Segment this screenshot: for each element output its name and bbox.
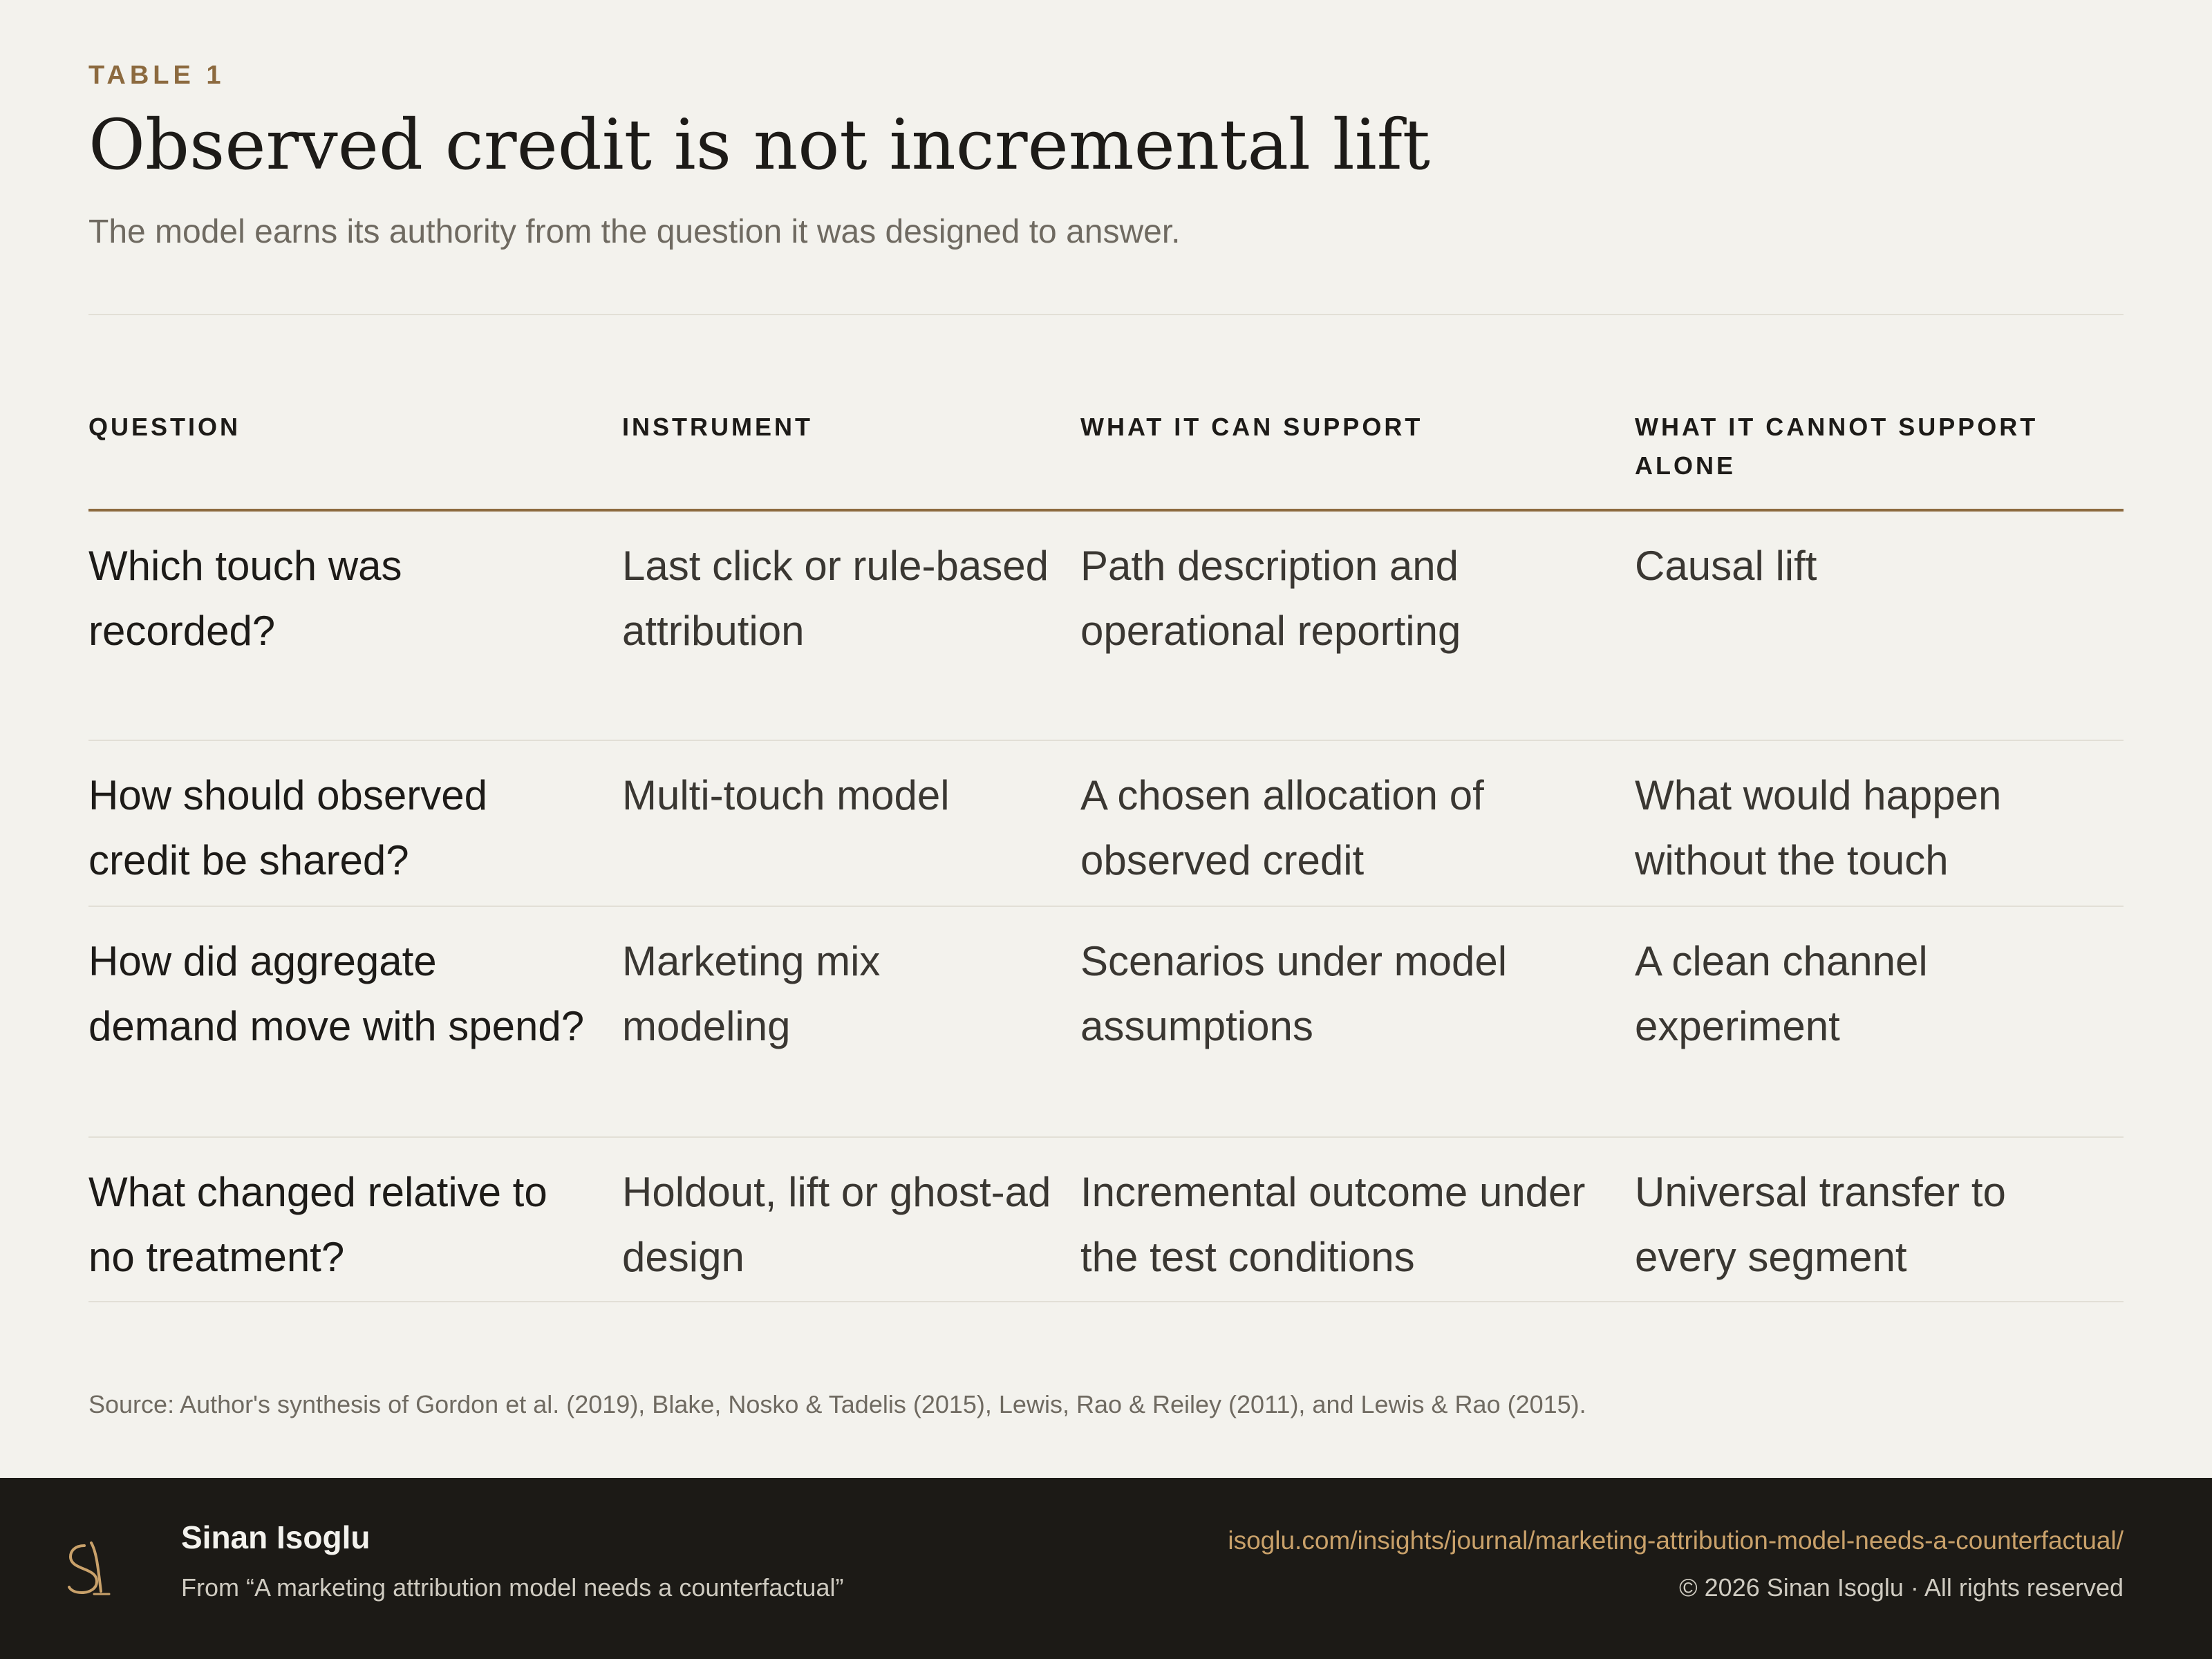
instrument-cell: Marketing mix modeling [622,938,881,1049]
table-row [88,512,2124,741]
table-row [88,1138,2124,1302]
cannot-support-cell: A clean channel experiment [1635,938,1928,1049]
footer [0,1478,2212,1659]
table-row [88,907,2124,1138]
source-note: Source: Author's synthesis of Gordon et al. (2019), Blake, Nosko & Tadelis (2015), Lewis, Rao & Reiley (2011), and Lewis & Rao (2015). [88,1390,1586,1418]
footer-article-link[interactable]: isoglu.com/insights/journal/marketing-attribution-model-needs-a-counterfactual/ [1228,1526,2124,1555]
cannot-support-cell: Causal lift [1635,543,1817,589]
can-support-cell: Path description and operational reporting [1080,543,1461,654]
footer-article-reference: From “A marketing attribution model needs a counterfactual” [181,1573,844,1602]
question-cell: How did aggregate demand move with spend? [88,938,585,1049]
page-subtitle: The model earns its authority from the question it was designed to answer. [88,214,1181,250]
instrument-cell: Multi-touch model [622,772,950,818]
question-cell: How should observed credit be shared? [88,772,488,883]
footer-author: Sinan Isoglu [181,1519,371,1555]
column-header-cannot-support: WHAT IT CANNOT SUPPORT ALONE [1635,413,2038,480]
header-divider [88,314,2124,315]
column-header-instrument: INSTRUMENT [622,413,813,441]
column-header-can-support: WHAT IT CAN SUPPORT [1080,413,1423,441]
instrument-cell: Holdout, lift or ghost-ad design [622,1169,1051,1280]
footer-copyright: © 2026 Sinan Isoglu · All rights reserved [1679,1573,2124,1602]
comparison-table [88,408,2124,1302]
question-cell: Which touch was recorded? [88,543,402,654]
page-title: Observed credit is not incremental lift [88,104,1430,185]
column-header-question: QUESTION [88,413,241,441]
can-support-cell: A chosen allocation of observed credit [1080,772,1484,883]
cannot-support-cell: Universal transfer to every segment [1635,1169,2006,1280]
cannot-support-cell: What would happen without the touch [1635,772,2002,883]
question-cell: What changed relative to no treatment? [88,1169,547,1280]
monogram-logo-icon [64,1539,116,1597]
table-header-row [88,408,2124,512]
table-eyebrow: TABLE 1 [88,61,225,90]
instrument-cell: Last click or rule-based attribution [622,543,1049,654]
table-row [88,741,2124,907]
can-support-cell: Scenarios under model assumptions [1080,938,1508,1049]
can-support-cell: Incremental outcome under the test conditions [1080,1169,1586,1280]
